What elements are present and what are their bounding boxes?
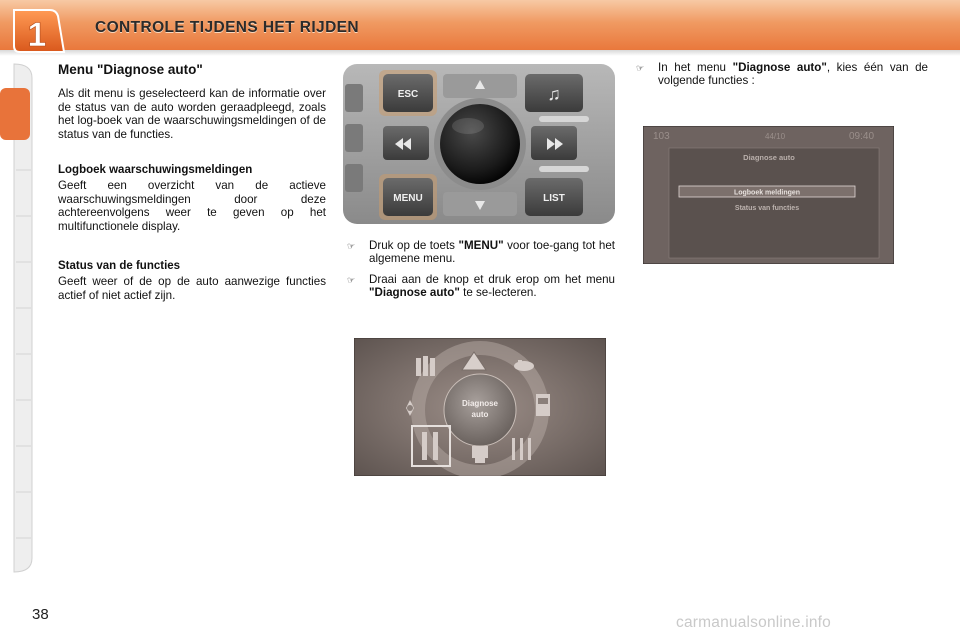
screen-status-mid: 44/10 xyxy=(765,132,786,141)
screen-item-logboek: Logboek meldingen xyxy=(733,189,801,197)
menu-button-label: MENU xyxy=(393,193,423,204)
screen-title: Diagnose auto xyxy=(743,153,795,162)
subsection-title-status: Status van de functies xyxy=(58,260,181,272)
main-menu-screen-illustration xyxy=(354,338,606,476)
screen-item-status: Status van functies xyxy=(734,205,800,212)
esc-button-label: ESC xyxy=(397,89,419,100)
screen-status-right: 09:40 xyxy=(849,131,875,142)
subsection-text-logboek: Geeft een overzicht van de actieve waarschuwingsmeldingen door deze achtereenvolgens weer te geven op het multifunctionele display. xyxy=(58,179,326,233)
step-choose-function: ☞ In het menu "Diagnose auto", kies één van de volgende functies : xyxy=(636,61,929,87)
control-panel-illustration xyxy=(343,64,615,224)
subsection-title-logboek: Logboek waarschuwingsmeldingen xyxy=(58,164,253,176)
chapter-tabs xyxy=(0,58,40,578)
menu-center-label-1: Diagnose xyxy=(461,399,499,408)
header-shadow xyxy=(0,50,960,56)
page-title: CONTROLE TIJDENS HET RIJDEN xyxy=(95,19,359,36)
step-select-diagnose: ☞ Draai aan de knop et druk erop om het menu "Diagnose auto" te se-lecteren. xyxy=(347,273,615,299)
hand-pointer-icon: ☞ xyxy=(347,275,356,285)
subsection-text-status: Geeft weer of de op de auto aanwezige functies actief of niet actief zijn. xyxy=(58,275,326,302)
chapter-badge xyxy=(10,8,66,56)
menu-center-label-2: auto xyxy=(471,410,489,419)
section-title: Menu "Diagnose auto" xyxy=(58,62,203,77)
diagnose-screen-illustration xyxy=(643,126,894,264)
books-icon xyxy=(416,356,435,376)
page-number: 38 xyxy=(32,606,49,623)
hand-pointer-icon: ☞ xyxy=(347,241,356,251)
section-intro: Als dit menu is geselecteerd kan de informatie over de status van de auto worden geraadpleegd, zoals het log-boek van de waarschuwingsmeldingen of de status van de functies. xyxy=(58,87,326,141)
list-button-label: LIST xyxy=(543,193,565,204)
watermark: carmanualsonline.info xyxy=(676,614,831,631)
active-chapter-tab xyxy=(0,88,30,140)
screen-status-left: 103 xyxy=(653,131,670,142)
rotary-knob xyxy=(440,104,520,184)
settings-screen-icon xyxy=(536,394,550,416)
section-column xyxy=(58,62,326,302)
audio-settings-icon xyxy=(512,438,531,460)
step-press-menu: ☞ Druk op de toets "MENU" voor toe-gang tot het algemene menu. xyxy=(347,239,615,265)
hand-pointer-icon: ☞ xyxy=(636,63,645,73)
steps-column xyxy=(347,240,615,308)
music-note-icon: ♫ xyxy=(547,84,561,104)
chapter-number: 1 xyxy=(27,16,47,54)
